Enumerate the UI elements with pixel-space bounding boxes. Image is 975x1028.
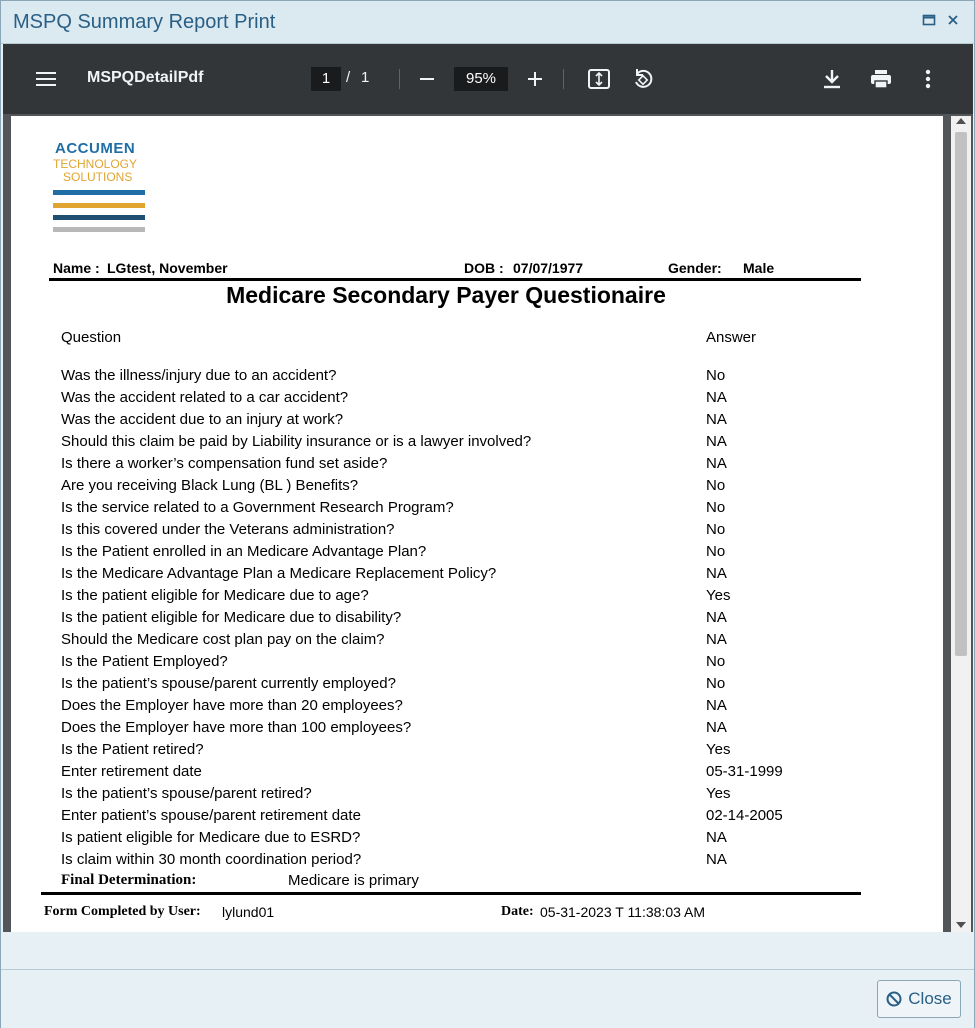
answer-text: Yes — [706, 741, 731, 758]
scroll-up-icon[interactable] — [956, 118, 966, 124]
answer-text: No — [706, 653, 726, 670]
question-text: Are you receiving Black Lung (BL ) Benefits? — [61, 477, 359, 494]
question-row — [61, 653, 881, 675]
answer-text: No — [706, 675, 726, 692]
question-text: Is there a worker’s compensation fund set aside? — [61, 455, 388, 472]
answer-text: NA — [706, 455, 727, 472]
question-row — [61, 631, 881, 653]
question-row — [61, 521, 881, 543]
final-determination-value: Medicare is primary — [288, 872, 419, 889]
question-text: Was the illness/injury due to an accident? — [61, 367, 337, 384]
question-row — [61, 829, 881, 851]
question-text: Enter retirement date — [61, 763, 202, 780]
completed-by-label: Form Completed by User: — [44, 904, 201, 919]
question-row — [61, 455, 881, 477]
question-text: Is claim within 30 month coordination period? — [61, 851, 362, 868]
scroll-down-icon[interactable] — [956, 922, 966, 928]
answer-text: No — [706, 543, 726, 560]
divider — [49, 278, 861, 281]
answer-text: NA — [706, 631, 727, 648]
answer-text: Yes — [706, 587, 731, 604]
question-text: Does the Employer have more than 100 employees? — [61, 719, 412, 736]
divider — [41, 892, 861, 895]
dialog-title: MSPQ Summary Report Print — [13, 11, 276, 33]
logo-text: TECHNOLOGY — [53, 157, 138, 171]
question-row — [61, 675, 881, 697]
question-row — [61, 433, 881, 455]
scrollbar-thumb[interactable] — [955, 132, 967, 656]
answer-text: NA — [706, 389, 727, 406]
rotate-icon[interactable] — [631, 66, 655, 92]
question-row — [61, 807, 881, 829]
answer-text: NA — [706, 433, 727, 450]
answer-text: No — [706, 521, 726, 538]
logo-bar — [53, 203, 145, 208]
answer-text: NA — [706, 829, 727, 846]
answer-text: 05-31-1999 — [706, 763, 783, 780]
answer-text: Yes — [706, 785, 731, 802]
document-title: MSPQDetailPdf — [87, 69, 204, 86]
gender-label: Gender: — [668, 260, 722, 276]
question-row — [61, 609, 881, 631]
question-text: Is the patient eligible for Medicare due to disability? — [61, 609, 402, 626]
question-text: Is the patient’s spouse/parent currently employed? — [61, 675, 396, 692]
pdf-page — [11, 116, 943, 932]
answer-text: No — [706, 367, 726, 384]
question-text: Is the Medicare Advantage Plan a Medicare Replacement Policy? — [61, 565, 497, 582]
question-text: Is the Patient Employed? — [61, 653, 228, 670]
question-row — [61, 785, 881, 807]
dialog-footer — [1, 969, 974, 1028]
question-text: Is patient eligible for Medicare due to ESRD? — [61, 829, 361, 846]
page-number-input[interactable]: 1 — [311, 67, 341, 91]
close-icon[interactable] — [945, 13, 961, 29]
dob-value: 07/07/1977 — [513, 260, 584, 276]
pdf-toolbar — [3, 44, 973, 114]
close-button-label: Close — [908, 989, 952, 1008]
question-row — [61, 741, 881, 763]
question-row — [61, 763, 881, 785]
logo-bar — [53, 227, 145, 232]
question-text: Does the Employer have more than 20 employees? — [61, 697, 403, 714]
question-row — [61, 411, 881, 433]
menu-icon[interactable] — [35, 66, 57, 92]
page-separator: / — [346, 69, 351, 86]
download-icon[interactable] — [821, 66, 843, 92]
answer-text: NA — [706, 609, 727, 626]
question-text: Is the patient’s spouse/parent retired? — [61, 785, 312, 802]
gender-value: Male — [743, 260, 775, 276]
logo-bar — [53, 190, 145, 195]
toolbar-divider — [399, 69, 400, 89]
answer-text: NA — [706, 565, 727, 582]
question-row — [61, 697, 881, 719]
answer-text: NA — [706, 411, 727, 428]
question-text: Was the accident related to a car accident? — [61, 389, 349, 406]
ban-icon — [886, 991, 902, 1007]
logo-text: ACCUMEN — [55, 140, 136, 157]
close-button[interactable] — [877, 980, 961, 1018]
more-options-icon[interactable] — [921, 66, 935, 92]
answer-text: No — [706, 477, 726, 494]
toolbar-divider — [563, 69, 564, 89]
question-text: Enter patient’s spouse/parent retirement date — [61, 807, 361, 824]
date-label: Date: — [501, 904, 534, 919]
question-text: Is this covered under the Veterans administration? — [61, 521, 395, 538]
dialog-titlebar[interactable] — [1, 1, 974, 44]
question-row — [61, 367, 881, 389]
final-determination-label: Final Determination: — [61, 872, 197, 888]
question-text: Is the Patient enrolled in an Medicare Advantage Plan? — [61, 543, 427, 560]
patient-name-label: Name : — [53, 260, 100, 276]
zoom-in-icon[interactable] — [525, 66, 545, 92]
question-row — [61, 719, 881, 741]
completed-by-value: lylund01 — [222, 904, 275, 920]
answer-header: Answer — [706, 329, 757, 346]
question-row — [61, 851, 881, 873]
question-row — [61, 587, 881, 609]
question-header: Question — [61, 329, 122, 346]
answer-text: NA — [706, 697, 727, 714]
pdf-viewer — [3, 44, 973, 932]
question-text: Was the accident due to an injury at work? — [61, 411, 344, 428]
patient-name: LGtest, November — [107, 260, 228, 276]
zoom-input[interactable]: 95% — [454, 67, 508, 91]
report-title: Medicare Secondary Payer Questionaire — [226, 282, 666, 308]
question-row — [61, 543, 881, 565]
question-row — [61, 477, 881, 499]
question-text: Is the Patient retired? — [61, 741, 204, 758]
answer-text: No — [706, 499, 726, 516]
question-text: Should this claim be paid by Liability insurance or is a lawyer involved? — [61, 433, 532, 450]
print-icon[interactable] — [869, 66, 893, 92]
vertical-scrollbar[interactable] — [951, 116, 971, 932]
page-total: 1 — [361, 69, 370, 86]
logo-text: SOLUTIONS — [63, 170, 133, 184]
question-row — [61, 565, 881, 587]
answer-text: NA — [706, 719, 727, 736]
dob-label: DOB : — [464, 260, 504, 276]
answer-text: NA — [706, 851, 727, 868]
maximize-icon[interactable] — [921, 13, 937, 29]
zoom-out-icon[interactable] — [417, 66, 437, 92]
logo-bar — [53, 215, 145, 220]
fit-page-icon[interactable] — [587, 66, 611, 92]
question-row — [61, 389, 881, 411]
question-row — [61, 499, 881, 521]
question-text: Is the patient eligible for Medicare due to age? — [61, 587, 369, 604]
answer-text: 02-14-2005 — [706, 807, 783, 824]
date-value: 05-31-2023 T 11:38:03 AM — [540, 904, 706, 920]
question-text: Should the Medicare cost plan pay on the claim? — [61, 631, 385, 648]
question-text: Is the service related to a Government Research Program? — [61, 499, 454, 516]
